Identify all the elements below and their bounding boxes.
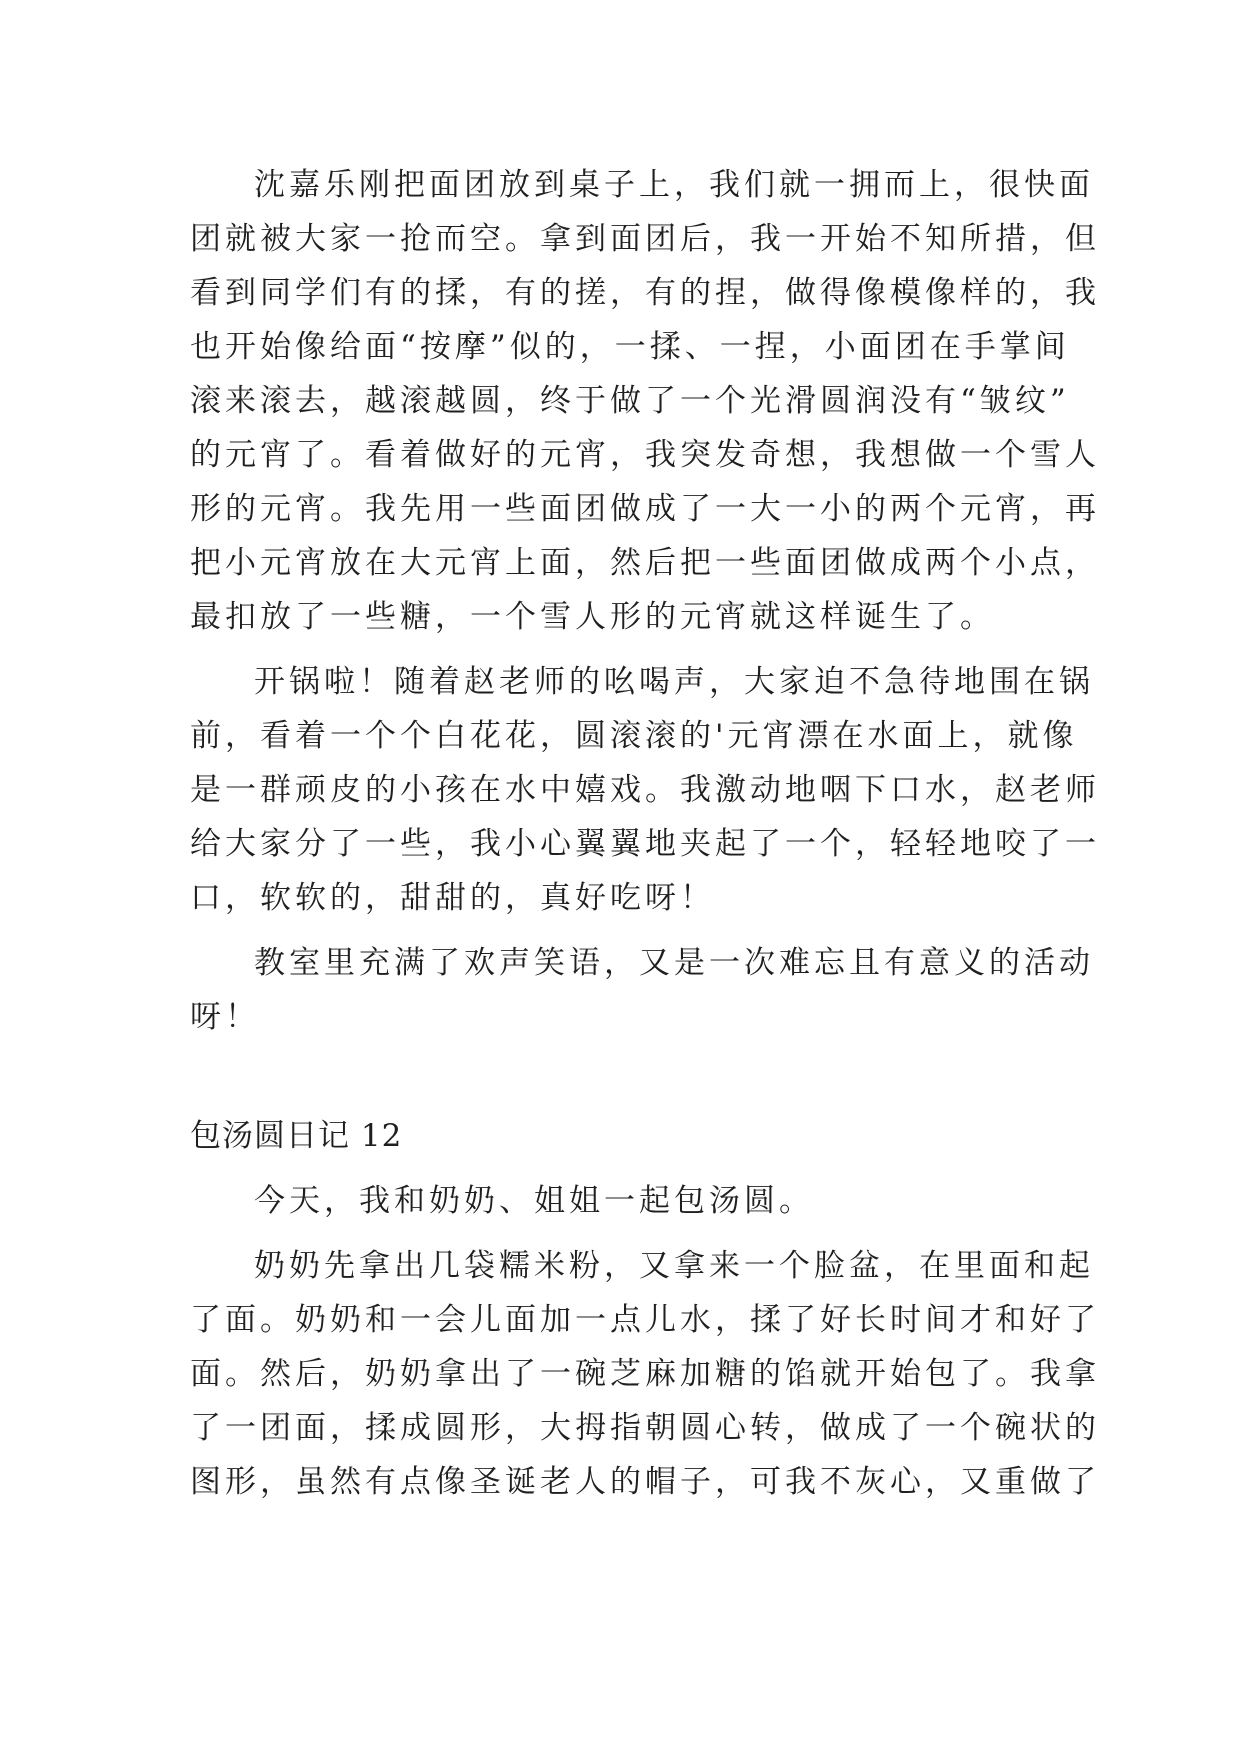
paragraph-line: 滚来滚去，越滚越圆，终于做了一个光滑圆润没有“皱纹” [190,383,1070,419]
paragraph-line: 前，看着一个个白花花，圆滚滚的'元宵漂在水面上，就像 [190,718,1078,754]
section-heading: 包汤圆日记 12 [190,1118,403,1154]
paragraph-line: 面。然后，奶奶拿出了一碗芝麻加糖的馅就开始包了。我拿 [190,1356,1100,1392]
paragraph-line: 今天，我和奶奶、姐姐一起包汤圆。 [254,1183,814,1219]
paragraph-line: 看到同学们有的揉，有的搓，有的捏，做得像模像样的，我 [190,275,1100,311]
paragraph-line: 图形，虽然有点像圣诞老人的帽子，可我不灰心，又重做了 [190,1464,1100,1500]
paragraph-line: 团就被大家一抢而空。拿到面团后，我一开始不知所措，但 [190,221,1100,257]
paragraph-line: 了一团面，揉成圆形，大拇指朝圆心转，做成了一个碗状的 [190,1410,1100,1446]
paragraph-line: 教室里充满了欢声笑语，又是一次难忘且有意义的活动 [254,945,1094,981]
paragraph-line: 开锅啦！随着赵老师的吆喝声，大家迫不急待地围在锅 [254,664,1094,700]
paragraph-line: 给大家分了一些，我小心翼翼地夹起了一个，轻轻地咬了一 [190,826,1100,862]
paragraph-line: 呀！ [190,999,260,1035]
paragraph-line: 的元宵了。看着做好的元宵，我突发奇想，我想做一个雪人 [190,437,1100,473]
paragraph-line: 也开始像给面“按摩”似的，一揉、一捏，小面团在手掌间 [190,329,1070,365]
paragraph-line: 是一群顽皮的小孩在水中嬉戏。我激动地咽下口水，赵老师 [190,772,1100,808]
paragraph-line: 最扣放了一些糖，一个雪人形的元宵就这样诞生了。 [190,599,995,635]
paragraph-line: 口，软软的，甜甜的，真好吃呀！ [190,880,715,916]
paragraph-line: 把小元宵放在大元宵上面，然后把一些面团做成两个小点， [190,545,1100,581]
paragraph-line: 沈嘉乐刚把面团放到桌子上，我们就一拥而上，很快面 [254,167,1094,203]
paragraph-line: 奶奶先拿出几袋糯米粉，又拿来一个脸盆，在里面和起 [254,1248,1094,1284]
paragraph-line: 形的元宵。我先用一些面团做成了一大一小的两个元宵，再 [190,491,1100,527]
paragraph-line: 了面。奶奶和一会儿面加一点儿水，揉了好长时间才和好了 [190,1302,1100,1338]
